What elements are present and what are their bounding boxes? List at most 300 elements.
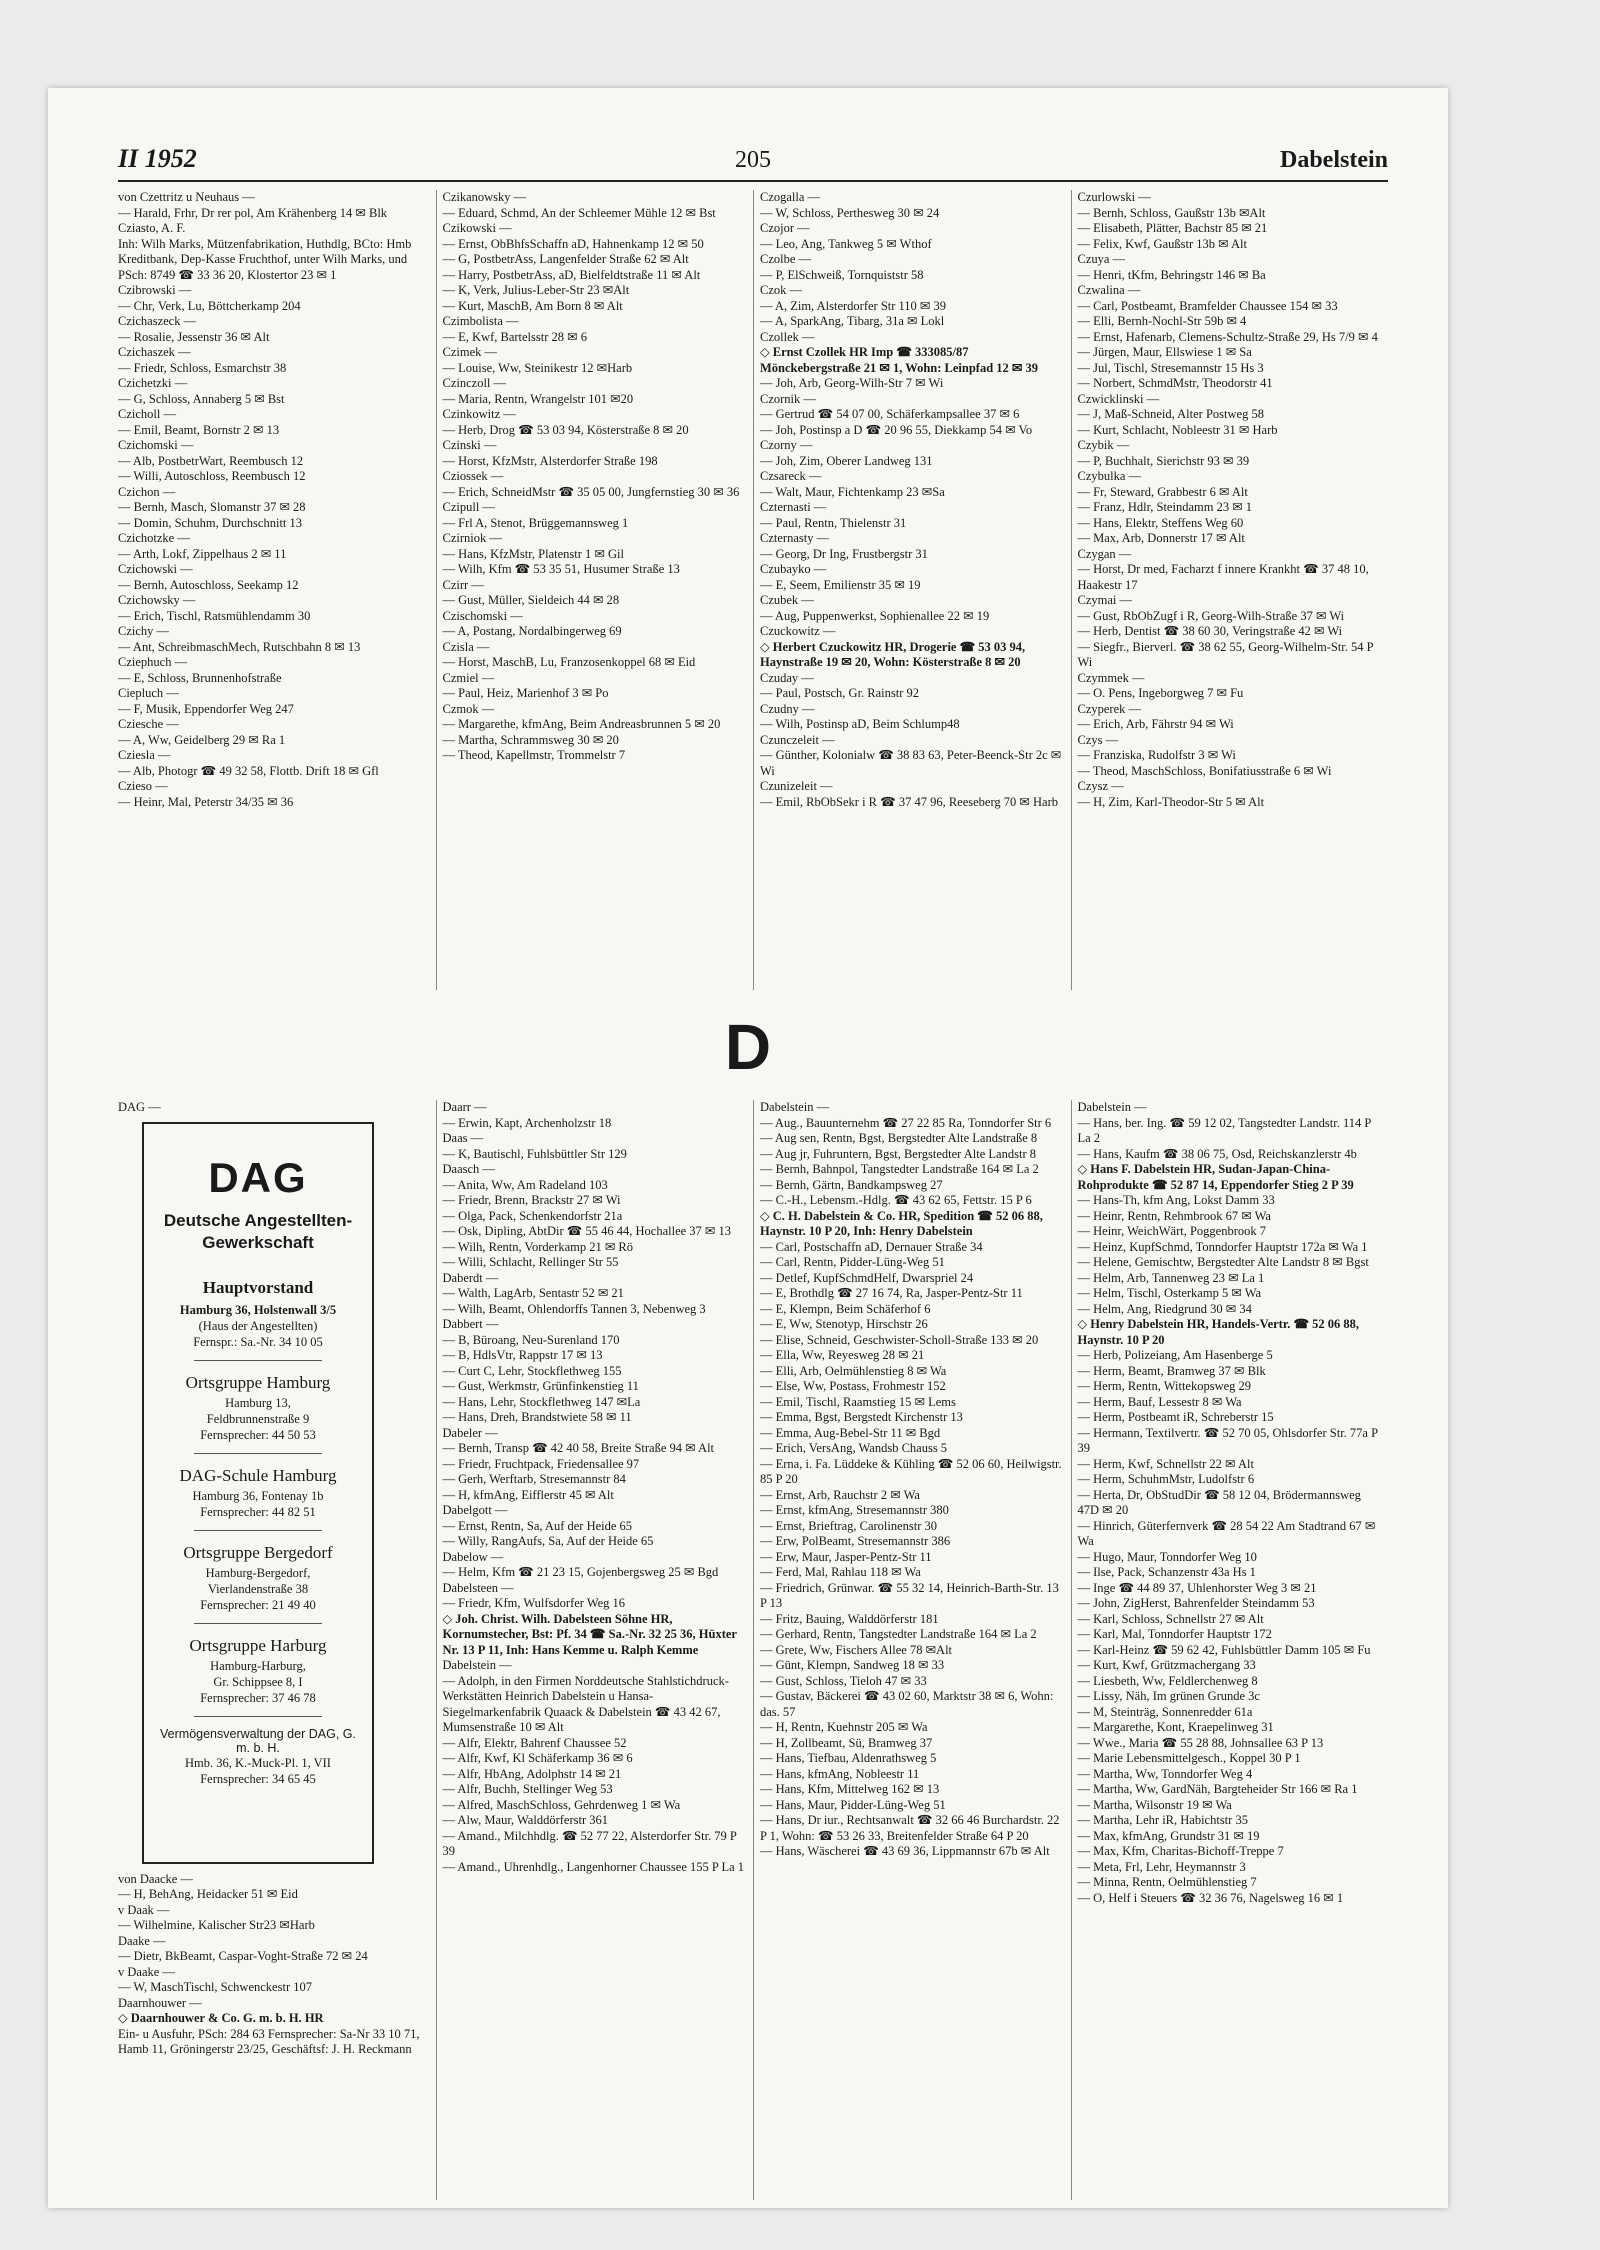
directory-entry: — Paul, Heiz, Marienhof 3 ✉ Po [442,686,609,700]
directory-entry: — Heinr, Mal, Peterstr 34/35 ✉ 36 [118,794,294,809]
directory-entry: — Herta, Dr, ObStudDir ☎ 58 12 04, Brödermannsweg 47D ✉ 20 [1077,1487,1361,1517]
directory-entry: — Helm, Ang, Riedgrund 30 ✉ 34 [1077,1301,1252,1316]
directory-entry: — Bernh, Transp ☎ 42 40 58, Breite Straße 94 ✉ Alt [442,1441,715,1455]
directory-entry: — Horst, MaschB, Lu, Franzosenkoppel 68 ✉ Eid [442,655,696,669]
directory-entry: — Jul, Tischl, Stresemannstr 15 Hs 3 [1077,360,1264,375]
directory-entry: — Alb, Photogr ☎ 49 32 58, Flottb. Drift 18 ✉ Gfl [118,763,379,778]
directory-entry: — Kurt, Schlacht, Nobleestr 31 ✉ Harb [1077,422,1278,437]
directory-entry: — Emma, Bgst, Bergstedt Kirchenstr 13 [760,1410,963,1424]
directory-entry: — Carl, Postbeamt, Bramfelder Chaussee 154 ✉ 33 [1077,298,1338,313]
surname-heading: Czollek — [760,329,815,344]
directory-entry: — Ernst, Hafenarb, Clemens-Schultz-Straße 29, Hs 7/9 ✉ 4 [1077,329,1378,344]
top-column-2 [436,190,754,990]
directory-entry: — Günt, Klempn, Sandweg 18 ✉ 33 [760,1658,945,1672]
firm-entry: ◇ Daarnhouwer & Co. G. m. b. H. HR [118,2011,324,2025]
directory-entry: — Erw, Maur, Jasper-Pentz-Str 11 [760,1549,932,1564]
dag-section-line: Fernsprecher: 37 46 78 [200,1690,316,1705]
dag-divider [194,1716,321,1717]
directory-entry: — Max, kfmAng, Grundstr 31 ✉ 19 [1077,1828,1260,1843]
directory-entry: — P, Buchhalt, Sierichstr 93 ✉ 39 [1077,453,1250,468]
surname-heading: Czichaszek — [118,345,191,359]
dag-section-line: Vierlandenstraße 38 [207,1581,309,1596]
directory-entry: — Erw, PolBeamt, Stresemannstr 386 [760,1534,951,1548]
directory-entry: — Bernh, Gärtn, Bandkampsweg 27 [760,1177,943,1192]
directory-entry: — Gust, Werkmstr, Grünfinkenstieg 11 [442,1379,639,1393]
directory-entry: — Anita, Ww, Am Radeland 103 [442,1177,608,1192]
directory-entry: — Max, Arb, Donnerstr 17 ✉ Alt [1077,531,1245,545]
directory-entry: — Helm, Tischl, Osterkamp 5 ✉ Wa [1077,1286,1262,1300]
dag-section-line: Hmb. 36, K.-Muck-Pl. 1, VII [185,1755,331,1770]
directory-entry: — Elli, Arb, Oelmühlenstieg 8 ✉ Wa [760,1363,947,1378]
directory-entry: — Kurt, MaschB, Am Born 8 ✉ Alt [442,298,623,313]
directory-entry: — G, PostbetrAss, Langenfelder Straße 62 ✉ Alt [442,252,689,266]
surname-heading: Czorny — [760,438,813,452]
surname-heading: Czymmek — [1077,670,1145,685]
dag-section-line: Fernsprecher: 21 49 40 [200,1597,316,1612]
directory-entry: — Inge ☎ 44 89 37, Uhlenhorster Weg 3 ✉ 21 [1077,1580,1317,1595]
directory-entry: — O. Pens, Ingeborgweg 7 ✉ Fu [1077,686,1244,700]
dag-divider [194,1530,321,1531]
directory-entry: — Adolph, in den Firmen Norddeutsche Stahlstichdruck-Werkstätten Heinrich Dabelstein u Hansa-Siegelmarkenfabrik Quaack & Dabelstein ☎ 43 42 67, Mumsenstraße 10 ✉ Alt [442,1673,729,1734]
directory-entry: — Wilh, Rentn, Vorderkamp 21 ✉ Rö [442,1239,634,1254]
surname-heading: Czinkowitz — [442,407,516,421]
surname-heading: Daarr — [442,1100,487,1114]
directory-entry: — Emil, Beamt, Bornstr 2 ✉ 13 [118,422,280,437]
dag-section-title: Ortsgruppe Bergedorf [183,1542,333,1562]
directory-entry: — Aug jr, Fuhruntern, Bgst, Bergstedter Alte Landstr 8 [760,1146,1036,1161]
dag-section-title: DAG-Schule Hamburg [179,1465,337,1485]
bottom-column-3 [753,1100,1071,2200]
surname-heading: Czirniok — [442,531,502,545]
directory-entry: — Herm, Kwf, Schnellstr 22 ✉ Alt [1077,1456,1254,1471]
directory-entry: — Hans, Kfm, Mittelweg 162 ✉ 13 [760,1782,940,1796]
surname-heading: Czurlowski — [1077,190,1151,204]
directory-entry: — Aug., Bauunternehm ☎ 27 22 85 Ra, Tonndorfer Str 6 [760,1115,1052,1130]
surname-heading: Czipull — [442,500,495,514]
firm-entry: ◇ Joh. Christ. Wilh. Dabelsteen Söhne HR, Kornumstecher, Bst: Pf. 34 ☎ Sa.-Nr. 32 25 36, Hüxter Nr. 13 P 11, Inh: Hans Kemme u. Ralph Kemme [442,1611,737,1657]
directory-entry: — Alfred, MaschSchloss, Gehrdenweg 1 ✉ Wa [442,1797,681,1812]
bottom-columns [118,1100,1388,2200]
dag-sections [152,1360,364,1787]
directory-entry: — Carl, Rentn, Pidder-Lüng-Weg 51 [760,1255,945,1269]
directory-entry: — Gustav, Bäckerei ☎ 43 02 60, Marktstr 38 ✉ 6, Wohn: das. 57 [760,1689,1054,1719]
directory-entry: — H, BehAng, Heidacker 51 ✉ Eid [118,1887,298,1901]
dag-section-line: Hamburg 36, Fontenay 1b [192,1488,324,1503]
surname-heading: Dabelstein — [760,1100,830,1114]
directory-entry: — Herb, Dentist ☎ 38 60 30, Veringstraße 42 ✉ Wi [1077,624,1343,638]
surname-heading: Czubek — [760,593,814,607]
directory-entry: — Felix, Kwf, Gaußstr 13b ✉ Alt [1077,236,1247,251]
directory-entry: — Bernh, Bahnpol, Tangstedter Landstraße 164 ✉ La 2 [760,1162,1039,1176]
directory-entry: — Karl, Schloss, Schnellstr 27 ✉ Alt [1077,1611,1264,1626]
directory-entry: — B, Büroang, Neu-Surenland 170 [442,1332,620,1347]
directory-entry: — Hinrich, Güterfernverk ☎ 28 54 22 Am Stadtrand 67 ✉ Wa [1077,1518,1376,1548]
directory-entry: — Emil, RbObSekr i R ☎ 37 47 96, Reeseberg 70 ✉ Harb [760,794,1059,809]
directory-entry: — Meta, Frl, Lehr, Heymannstr 3 [1077,1859,1246,1874]
dag-section-line: Gr. Schippsee 8, I [213,1674,303,1689]
surname-heading: Czunczeleit — [760,732,835,747]
directory-entry: — Rosalie, Jessenstr 36 ✉ Alt [118,329,270,344]
surname-heading: Czirr — [442,577,484,592]
dag-section-title: Ortsgruppe Hamburg [185,1372,331,1392]
directory-entry: — K, Verk, Julius-Leber-Str 23 ✉Alt [442,283,630,297]
directory-entry: — Erich, Tischl, Ratsmühlendamm 30 [118,608,311,623]
surname-heading: Dabelsteen — [442,1580,514,1595]
directory-entry: — A, Ww, Geidelberg 29 ✉ Ra 1 [118,732,286,747]
surname-heading: Czybik — [1077,438,1130,452]
directory-entry: — Grete, Ww, Fischers Allee 78 ✉Alt [760,1642,953,1657]
directory-entry: — Louise, Ww, Steinikestr 12 ✉Harb [442,360,633,375]
surname-heading: Czogalla — [760,190,821,204]
surname-heading: Daarnhouwer — [118,1995,202,2010]
surname-heading: Czybulka — [1077,469,1142,483]
surname-heading: Daas — [442,1131,484,1145]
directory-entry: — A, SparkAng, Tibarg, 31a ✉ Lokl [760,314,945,328]
directory-entry: — A, Postang, Nordalbingerweg 69 [442,624,622,638]
surname-heading: Czichowski — [118,562,193,576]
surname-heading: Czisla — [442,639,490,654]
directory-entry: — Margarethe, Kont, Kraepelinweg 31 [1077,1720,1274,1734]
directory-entry: — Wilh, Kfm ☎ 53 35 51, Husumer Straße 13 [442,562,680,576]
surname-heading: Czyperek — [1077,701,1142,716]
dag-divider [194,1623,321,1624]
surname-heading: Czudny — [760,701,815,716]
directory-entry: — Günther, Kolonialw ☎ 38 83 63, Peter-Beenck-Str 2c ✉ Wi [760,748,1062,778]
dag-section-line: Feldbrunnenstraße 9 [206,1411,310,1426]
directory-entry: — Lissy, Näh, Im grünen Grunde 3c [1077,1689,1260,1703]
directory-entry: — Martha, Ww, Tonndorfer Weg 4 [1077,1766,1253,1781]
directory-entry: — Wilhelmine, Kalischer Str23 ✉Harb [118,1918,315,1932]
directory-entry: — Minna, Rentn, Oelmühlenstieg 7 [1077,1875,1257,1889]
directory-entry: — J, Maß-Schneid, Alter Postweg 58 [1077,407,1264,421]
directory-entry: — Heinr, Rentn, Rehmbrook 67 ✉ Wa [1077,1208,1271,1223]
directory-entry: — Olga, Pack, Schenkendorfstr 21a [442,1208,623,1223]
top-column-4 [1071,190,1389,990]
directory-entry: — Willi, Schlacht, Rellinger Str 55 [442,1255,619,1269]
directory-entry: — E, Schloss, Brunnenhofstraße [118,670,282,685]
directory-entry: — H, Zollbeamt, Sü, Bramweg 37 [760,1735,933,1750]
directory-entry: — Friedrich, Grünwar. ☎ 55 32 14, Heinrich-Barth-Str. 13 P 13 [760,1580,1059,1610]
directory-entry: — G, Schloss, Annaberg 5 ✉ Bst [118,391,285,406]
directory-entry: — Paul, Postsch, Gr. Rainstr 92 [760,686,920,700]
directory-entry: — Hans, Dr iur., Rechtsanwalt ☎ 32 66 46 Burchardstr. 22 P 1, Wohn: ☎ 53 26 33, Breitenfelder Straße 64 P 20 [760,1813,1060,1843]
directory-entry: — Ferd, Mal, Rahlau 118 ✉ Wa [760,1565,921,1579]
directory-entry: — Bernh, Masch, Slomanstr 37 ✉ 28 [118,500,306,514]
directory-entry: — Herm, SchuhmMstr, Ludolfstr 6 [1077,1472,1255,1486]
directory-entry: — H, Rentn, Kuehnstr 205 ✉ Wa [760,1720,928,1734]
dag-logo: DAG [208,1153,308,1201]
directory-entry: — Helene, Gemischtw, Bergstedter Alte Landstr 8 ✉ Bgst [1077,1255,1369,1269]
surname-heading: Daasch — [442,1162,495,1176]
surname-heading: Czwicklinski — [1077,391,1160,406]
dag-section-line: Fernsprecher: 34 65 45 [200,1771,316,1786]
directory-entry: — Frl A, Stenot, Brüggemannsweg 1 [442,515,629,530]
surname-heading: Czinczoll — [442,376,507,390]
directory-entry: — Willi, Autoschloss, Reembusch 12 [118,469,306,483]
directory-entry: — Joh, Postinsp a D ☎ 20 96 55, Diekkamp 54 ✉ Vo [760,422,1033,437]
dag-hq-line: (Haus der Angestellten) [198,1318,318,1333]
directory-entry: — Hans, KfzMstr, Platenstr 1 ✉ Gil [442,546,624,561]
directory-entry: — Alfr, Elektr, Bahrenf Chaussee 52 [442,1735,627,1750]
header-volume-year: II 1952 [118,144,197,173]
directory-entry: — Theod, Kapellmstr, Trommelstr 7 [442,748,626,762]
directory-entry: — Carl, Postschaffn aD, Dernauer Straße 34 [760,1239,983,1254]
directory-entry: — Siegfr., Bierverl. ☎ 38 62 55, Georg-Wilhelm-Str. 54 P Wi [1077,639,1374,669]
surname-heading: Czichy — [118,624,170,638]
section-letter: D [724,1011,772,1083]
directory-entry: — Jürgen, Maur, Ellswiese 1 ✉ Sa [1077,345,1252,359]
directory-entry: — Maria, Rentn, Wrangelstr 101 ✉20 [442,391,634,406]
surname-heading: Czok — [760,283,803,297]
directory-entry: — Horst, Dr med, Facharzt f innere Krankht ☎ 37 48 10, Haakestr 17 [1077,562,1369,592]
directory-entry: — Hans, ber. Ing. ☎ 59 12 02, Tangstedter Landstr. 114 P La 2 [1077,1115,1371,1145]
directory-entry: — Walt, Maur, Fichtenkamp 23 ✉Sa [760,484,945,499]
top-columns [118,190,1388,990]
dag-label: DAG — [118,1100,161,1114]
directory-entry: — Martha, Lehr iR, Habichtstr 35 [1077,1813,1248,1827]
directory-entry: — B, HdlsVtr, Rappstr 17 ✉ 13 [442,1348,603,1362]
surname-heading: v Daak — [118,1902,170,1917]
directory-entry: — Alfr, Kwf, Kl Schäferkamp 36 ✉ 6 [442,1751,633,1765]
firm-entry: ◇ Ernst Czollek HR Imp ☎ 333085/87 Mönckebergstraße 21 ✉ 1, Wohn: Leinpfad 12 ✉ 39 [760,345,1039,375]
surname-heading: Dabelgott — [442,1503,508,1517]
directory-entry: — Wilh, Postinsp aD, Beim Schlump48 [760,717,960,731]
directory-entry: — Hans, Kaufm ☎ 38 06 75, Osd, Reichskanzlerstr 4b [1077,1146,1357,1161]
directory-entry: — Alw, Maur, Walddörferstr 361 [442,1813,608,1827]
directory-entry: — Hans, Lehr, Stockflethweg 147 ✉La [442,1394,641,1409]
directory-entry: — Helm, Kfm ☎ 21 23 15, Gojenbergsweg 25 ✉ Bgd [442,1565,719,1579]
firm-entry: ◇ C. H. Dabelstein & Co. HR, Spedition ☎ 52 06 88, Haynstr. 10 P 20, Inh: Henry Dabelstein [760,1208,1043,1238]
directory-entry: — H, Zim, Karl-Theodor-Str 5 ✉ Alt [1077,794,1265,809]
directory-entry: — Ilse, Pack, Schanzenstr 43a Hs 1 [1077,1565,1256,1579]
directory-entry: — Martha, Ww, GardNäh, Bargteheider Str 166 ✉ Ra 1 [1077,1782,1358,1796]
directory-entry: — Erich, Arb, Fährstr 94 ✉ Wi [1077,717,1234,731]
surname-heading: Czichowsky — [118,593,196,607]
directory-entry: — Hermann, Textilvertr. ☎ 52 70 05, Ohlsdorfer Str. 77a P 39 [1077,1425,1378,1455]
directory-entry: — Hans, kfmAng, Nobleestr 11 [760,1766,920,1781]
dag-hq-line: Fernspr.: Sa.-Nr. 34 10 05 [193,1334,323,1349]
directory-entry: — Ernst, Rentn, Sa, Auf der Heide 65 [442,1518,633,1533]
surname-heading: Czichetzki — [118,376,188,390]
directory-entry: — E, Seem, Emilienstr 35 ✉ 19 [760,577,921,592]
dag-divider [194,1453,321,1454]
directory-entry: — Amand., Milchhdlg. ☎ 52 77 22, Alsterdorfer Str. 79 P 39 [442,1828,737,1858]
surname-heading: Czicholl — [118,407,176,421]
directory-entry: — Erna, i. Fa. Lüddeke & Kühling ☎ 52 06 60, Heilwigstr. 85 P 20 [760,1456,1062,1486]
surname-heading: Czojor — [760,221,810,235]
surname-heading: Cziephuch — [118,655,188,669]
surname-heading: Czternasti — [760,500,827,514]
bottom-column-1-entries [118,1872,430,2058]
surname-heading: Czikanowsky — [442,190,527,204]
directory-entry: — Erich, SchneidMstr ☎ 35 05 00, Jungfernstieg 30 ✉ 36 [442,484,740,499]
directory-entry: — Karl, Mal, Tonndorfer Hauptstr 172 [1077,1627,1272,1641]
dag-title: Deutsche Angestellten-Gewerkschaft [163,1210,353,1252]
directory-entry: — Gust, Müller, Sieldeich 44 ✉ 28 [442,593,620,607]
directory-entry: — Henri, tKfm, Behringstr 146 ✉ Ba [1077,267,1266,282]
directory-entry: — Helm, Arb, Tannenweg 23 ✉ La 1 [1077,1270,1265,1285]
directory-entry: — Curt C, Lehr, Stockflethweg 155 [442,1363,622,1378]
surname-heading: Czsareck — [760,469,822,483]
directory-entry: — Hans, Dreh, Brandstwiete 58 ✉ 11 [442,1410,632,1424]
directory-entry: — Gust, Schloss, Tieloh 47 ✉ 33 [760,1673,927,1688]
directory-entry: — O, Helf i Steuers ☎ 32 36 76, Nagelsweg 16 ✉ 1 [1077,1890,1344,1905]
directory-entry: — Erwin, Kapt, Archenholzstr 18 [442,1115,612,1130]
directory-entry: — Horst, KfzMstr, Alsterdorfer Straße 198 [442,453,658,468]
directory-entry: — Herb, Polizeiang, Am Hasenberge 5 [1077,1348,1273,1362]
directory-entry: — Herm, Bauf, Lessestr 8 ✉ Wa [1077,1394,1242,1409]
directory-entry: — Ernst, Brieftrag, Carolinenstr 30 [760,1518,938,1533]
top-column-1 [118,190,436,990]
directory-entry: — Theod, MaschSchloss, Bonifatiusstraße 6 ✉ Wi [1077,763,1332,778]
surname-heading: Cziasto, A. F. [118,221,186,235]
surname-heading: Czuday — [760,670,814,685]
surname-heading: Dabelstein — [442,1658,512,1672]
directory-entry: — Marie Lebensmittelgesch., Koppel 30 P 1 [1077,1751,1301,1765]
directory-entry: — Ant, SchreibmaschMech, Rutschbahn 8 ✉ 13 [118,639,361,654]
firm-entry: ◇ Hans F. Dabelstein HR, Sudan-Japan-China-Rohprodukte ☎ 52 87 14, Eppendorfer Stieg 2 P 39 [1077,1162,1354,1192]
directory-entry: — Fr, Steward, Grabbestr 6 ✉ Alt [1077,484,1248,499]
directory-entry: — Herm, Rentn, Wittekopsweg 29 [1077,1379,1252,1393]
directory-entry: — Alb, PostbetrWart, Reembusch 12 [118,453,304,468]
directory-entry: — Wwe., Maria ☎ 55 28 88, Johnsallee 63 P 13 [1077,1735,1324,1750]
directory-entry: — Joh, Arb, Georg-Wilh-Str 7 ✉ Wi [760,376,944,390]
directory-entry: — Dietr, BkBeamt, Caspar-Voght-Straße 72 ✉ 24 [118,1949,368,1963]
surname-heading: Czichaszeck — [118,314,197,328]
top-column-3 [753,190,1071,990]
directory-entry: — Hans, Wäscherei ☎ 43 69 36, Lippmannstr 67b ✉ Alt [760,1844,1050,1858]
firm-entry: ◇ Henry Dabelstein HR, Handels-Vertr. ☎ 52 06 88, Haynstr. 10 P 20 [1077,1317,1360,1347]
directory-entry: — E, Brothdlg ☎ 27 16 74, Ra, Jasper-Pentz-Str 11 [760,1286,1023,1300]
directory-entry: — Amand., Uhrenhdlg., Langenhorner Chaussee 155 P La 1 [442,1859,745,1874]
dag-advertisement [142,1122,374,1864]
directory-entry: — Kurt, Kwf, Grützmachergang 33 [1077,1658,1256,1672]
surname-heading: Czolbe — [760,252,812,266]
surname-heading: Czysz — [1077,779,1124,793]
directory-entry: — Friedr, Schloss, Esmarchstr 38 [118,360,287,375]
directory-entry: — Heinr, WeichWärt, Poggenbrook 7 [1077,1224,1266,1238]
directory-entry: — Margarethe, kfmAng, Beim Andreasbrunnen 5 ✉ 20 [442,717,721,731]
dag-hq-line: Hamburg 36, Holstenwall 3/5 [179,1302,337,1317]
surname-heading: Cziossek — [442,469,504,483]
directory-entry: — Gerhard, Rentn, Tangstedter Landstraße 164 ✉ La 2 [760,1627,1037,1641]
directory-entry: — Erich, VersAng, Wandsb Chauss 5 [760,1441,948,1455]
directory-entry: — Alfr, HbAng, Adolphstr 14 ✉ 21 [442,1766,622,1781]
dag-hq-lines [152,1302,364,1350]
directory-entry: — Franziska, Rudolfstr 3 ✉ Wi [1077,748,1236,762]
directory-entry: — Hans, Tiefbau, Aldenrathsweg 5 [760,1751,937,1765]
directory-entry: — Walth, LagArb, Sentastr 52 ✉ 21 [442,1286,624,1300]
surname-heading: Czunizeleit — [760,779,833,793]
surname-heading: von Czettritz u Neuhaus — [118,190,255,204]
directory-entry: — Willy, RangAufs, Sa, Auf der Heide 65 [442,1534,654,1548]
surname-heading: Czubayko — [760,562,827,576]
directory-entry: — Herm, Beamt, Bramweg 37 ✉ Blk [1077,1363,1266,1378]
surname-heading: v Daake — [118,1964,175,1979]
directory-entry: — Arth, Lokf, Zippelhaus 2 ✉ 11 [118,546,287,561]
surname-heading: Czygan — [1077,546,1132,561]
directory-entry: — Martha, Wilsonstr 19 ✉ Wa [1077,1797,1232,1812]
directory-entry: — F, Musik, Eppendorfer Weg 247 [118,701,294,716]
surname-heading: Czymai — [1077,593,1133,607]
directory-entry: — Joh, Zim, Oberer Landweg 131 [760,453,933,468]
directory-entry: — Emil, Tischl, Raamstieg 15 ✉ Lems [760,1394,956,1409]
directory-entry: — M, Steinträg, Sonnenredder 61a [1077,1704,1253,1719]
directory-entry: — Friedr, Fruchtpack, Friedensallee 97 [442,1456,640,1471]
directory-entry: — Hans, Elektr, Steffens Weg 60 [1077,515,1244,530]
surname-heading: Dabelstein — [1077,1100,1147,1114]
surname-heading: Daberdt — [442,1270,499,1285]
directory-entry: — Friedr, Kfm, Wulfsdorfer Weg 16 [442,1596,626,1610]
directory-entry: — Gertrud ☎ 54 07 00, Schäferkampsallee 37 ✉ 6 [760,407,1020,421]
surname-heading: Czmiel — [442,670,495,685]
directory-entry: — Heinz, KupfSchmd, Tonndorfer Hauptstr 172a ✉ Wa 1 [1077,1239,1368,1254]
surname-heading: Czuckowitz — [760,624,836,638]
directory-entry: — Osk, Dipling, AbtDir ☎ 55 46 44, Hochallee 37 ✉ 13 [442,1224,732,1238]
directory-entry: — Ernst, kfmAng, Stresemannstr 380 [760,1503,949,1517]
directory-entry: — Friedr, Brenn, Brackstr 27 ✉ Wi [442,1193,621,1207]
directory-entry: — Gerh, Werftarb, Stresemannstr 84 [442,1472,626,1486]
directory-entry: — Domin, Schuhm, Durchschnitt 13 [118,515,303,530]
surname-heading: Dabeler — [442,1425,498,1440]
directory-entry: — Liesbeth, Ww, Feldlerchenweg 8 [1077,1673,1258,1688]
surname-heading: Czimbolista — [442,314,519,328]
directory-entry: — Elise, Schneid, Geschwister-Scholl-Straße 133 ✉ 20 [760,1332,1039,1347]
header-page-number: 205 [735,147,771,173]
surname-heading: Czwalina — [1077,283,1141,297]
directory-entry: — Ernst, Arb, Rauchstr 2 ✉ Wa [760,1487,920,1502]
directory-entry: — A, Zim, Alsterdorfer Str 110 ✉ 39 [760,298,947,313]
surname-heading: Czmok — [442,701,495,716]
dag-section-line: Fernsprecher: 44 82 51 [200,1504,316,1519]
dag-section-line: Hamburg-Bergedorf, [205,1565,311,1580]
surname-heading: Czischomski — [442,608,523,623]
surname-heading: Ciepluch — [118,686,179,700]
directory-entry: — W, Schloss, Perthesweg 30 ✉ 24 [760,205,940,220]
surname-heading: Czuya — [1077,252,1126,266]
surname-heading: Czinski — [442,438,497,452]
dag-section-title: Ortsgruppe Harburg [189,1635,327,1655]
surname-heading: Czornik — [760,391,816,406]
directory-entry: — Ella, Ww, Reyesweg 28 ✉ 21 [760,1348,925,1362]
directory-entry: — E, Klempn, Beim Schäferhof 6 [760,1301,931,1316]
directory-entry: — W, MaschTischl, Schwenckestr 107 [118,1980,312,1994]
surname-heading: Cziesche — [118,717,179,731]
directory-entry: — Aug sen, Rentn, Bgst, Bergstedter Alte Landstraße 8 [760,1131,1038,1145]
directory-entry: — Max, Kfm, Charitas-Bichoff-Treppe 7 [1077,1844,1284,1858]
directory-entry: — Leo, Ang, Tankweg 5 ✉ Wthof [760,236,932,251]
surname-heading: Czichomski — [118,438,194,452]
directory-entry: — Ernst, ObBhfsSchaffn aD, Hahnenkamp 12 ✉ 50 [442,236,704,251]
surname-heading: Czichon — [118,484,176,499]
directory-entry: — Harald, Frhr, Dr rer pol, Am Krähenberg 14 ✉ Blk [118,205,388,220]
surname-heading: Daake — [118,1933,166,1948]
directory-entry: — Herb, Drog ☎ 53 03 94, Kösterstraße 8 ✉ 20 [442,422,689,437]
surname-heading: Czys — [1077,732,1119,747]
directory-entry: — Harry, PostbetrAss, aD, Bielfeldtstraße 11 ✉ Alt [442,267,701,282]
surname-heading: Czieso — [118,779,168,793]
header-running-title: Dabelstein [1280,147,1388,173]
directory-entry: — Gust, RbObZugf i R, Georg-Wilh-Straße 37 ✉ Wi [1077,608,1345,623]
directory-entry: — Fritz, Bauing, Walddörferstr 181 [760,1611,939,1626]
surname-heading: Dabbert — [442,1317,499,1331]
surname-heading: Ein- u Ausfuhr, PSch: 284 63 Fernsprecher: Sa-Nr 33 10 71, Hamb 11, Gröningerstr 23/25, Geschäftsf: J. H. Reckmann [118,2026,420,2056]
directory-entry: — Emma, Aug-Bebel-Str 11 ✉ Bgd [760,1425,941,1440]
surname-heading: Czichotzke — [118,531,190,545]
directory-page [48,88,1448,2208]
directory-entry: — Elisabeth, Plätter, Bachstr 85 ✉ 21 [1077,221,1268,235]
directory-entry: — Elli, Bernh-Nochl-Str 59b ✉ 4 [1077,314,1247,328]
